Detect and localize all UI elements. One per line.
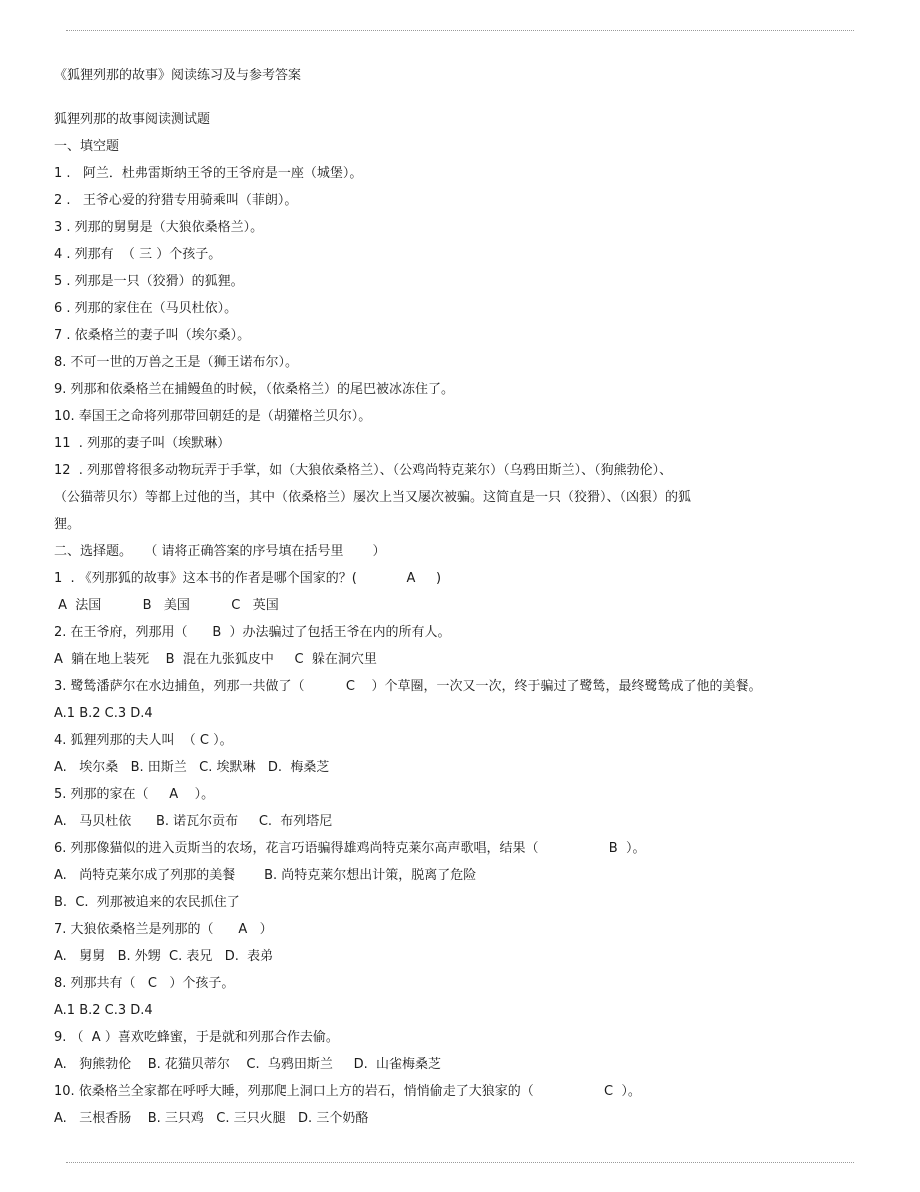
text-line: A. 尚特克莱尔成了列那的美餐 B. 尚特克莱尔想出计策，脱离了危险: [54, 868, 477, 883]
text-line: 8. 不可一世的万兽之王是（狮王诺布尔）。: [54, 355, 299, 370]
text-line: 2 . 王爷心爱的狩猎专用骑乘叫（菲朗）。: [54, 193, 298, 208]
text-line: 4 . 列那有 （ 三 ）个孩子。: [54, 247, 222, 262]
text-line: 狐狸列那的故事阅读测试题: [54, 112, 211, 127]
text-line: 9. （ A ）喜欢吃蜂蜜，于是就和列那合作去偷。: [54, 1030, 339, 1045]
text-line: 7. 大狼依桑格兰是列那的（ A ）: [54, 922, 273, 937]
text-line: 10. 依桑格兰全家都在呼呼大睡，列那爬上洞口上方的岩石，悄悄偷走了大狼家的（ C ）。: [54, 1084, 641, 1099]
text-line: 1 . 《列那狐的故事》这本书的作者是哪个国家的？( A ): [54, 571, 442, 586]
text-line: 6 . 列那的家住在（马贝杜依）。: [54, 301, 238, 316]
text-line: 1 . 阿兰．杜弗雷斯纳王爷的王爷府是一座（城堡）。: [54, 166, 363, 181]
text-line: A 躺在地上装死 B 混在九张狐皮中 C 躲在洞穴里: [54, 652, 377, 667]
text-line: 5 . 列那是一只（狡猾）的狐狸。: [54, 274, 244, 289]
text-line: 2. 在王爷府，列那用（ B ）办法骗过了包括王爷在内的所有人。: [54, 625, 451, 640]
bottom-dotted-rule: [66, 1162, 854, 1163]
text-line: A. 埃尔桑 B. 田斯兰 C. 埃默琳 D. 梅桑芝: [54, 760, 330, 775]
text-line: A. 马贝杜依 B. 诺瓦尔贡布 C. 布列塔尼: [54, 814, 333, 829]
text-line: 12 . 列那曾将很多动物玩弄于手掌，如（大狼依桑格兰）、（公鸡尚特克莱尔）（乌鸦田斯兰）、（狗熊勃伦）、: [54, 463, 673, 478]
text-line: 7 . 依桑格兰的妻子叫（埃尔桑）。: [54, 328, 251, 343]
document-title: 《狐狸列那的故事》阅读练习及与参考答案: [54, 68, 302, 83]
text-line: 3. 鹭鸶潘萨尔在水边捕鱼，列那一共做了（ C ）个草圈，一次又一次，终于骗过了鹭鸶，最终鹭鸶成了他的美餐。: [54, 679, 762, 694]
text-line: 8. 列那共有（ C ）个孩子。: [54, 976, 235, 991]
text-line: 10. 奉国王之命将列那带回朝廷的是（胡獾格兰贝尔）。: [54, 409, 372, 424]
text-line: 5. 列那的家在（ A ）。: [54, 787, 215, 802]
text-line: A.1 B.2 C.3 D.4: [54, 1003, 153, 1018]
text-line: A. 舅舅 B. 外甥 C. 表兄 D. 表弟: [54, 949, 274, 964]
text-line: 4. 狐狸列那的夫人叫 （ C ）。: [54, 733, 233, 748]
document-lines: [54, 106, 854, 1132]
text-line: 狸。: [54, 517, 81, 532]
text-line: 3 . 列那的舅舅是（大狼依桑格兰）。: [54, 220, 264, 235]
text-line: A.1 B.2 C.3 D.4: [54, 706, 153, 721]
text-line: （公猫蒂贝尔）等都上过他的当，其中（依桑格兰）屡次上当又屡次被骗。这简直是一只（狡猾）、（凶狠）的狐: [54, 490, 692, 505]
text-line: A. 三根香肠 B. 三只鸡 C. 三只火腿 D. 三个奶酪: [54, 1111, 369, 1126]
text-line: A 法国 B 美国 C 英国: [54, 598, 279, 613]
text-line: 6. 列那像猫似的进入贡斯当的农场，花言巧语骗得雄鸡尚特克莱尔高声歌唱，结果（ B ）。: [54, 841, 646, 856]
text-line: A. 狗熊勃伦 B. 花猫贝蒂尔 C. 乌鸦田斯兰 D. 山雀梅桑芝: [54, 1057, 441, 1072]
text-line: 11 . 列那的妻子叫（埃默琳）: [54, 436, 231, 451]
text-line: 9. 列那和依桑格兰在捕鳗鱼的时候，（依桑格兰）的尾巴被冰冻住了。: [54, 382, 455, 397]
text-line: 一、填空题: [54, 139, 120, 154]
text-line: 二、选择题。 （ 请将正确答案的序号填在括号里 ）: [54, 544, 386, 559]
text-line: B. C. 列那被追来的农民抓住了: [54, 895, 240, 910]
top-dotted-rule: [66, 30, 854, 31]
